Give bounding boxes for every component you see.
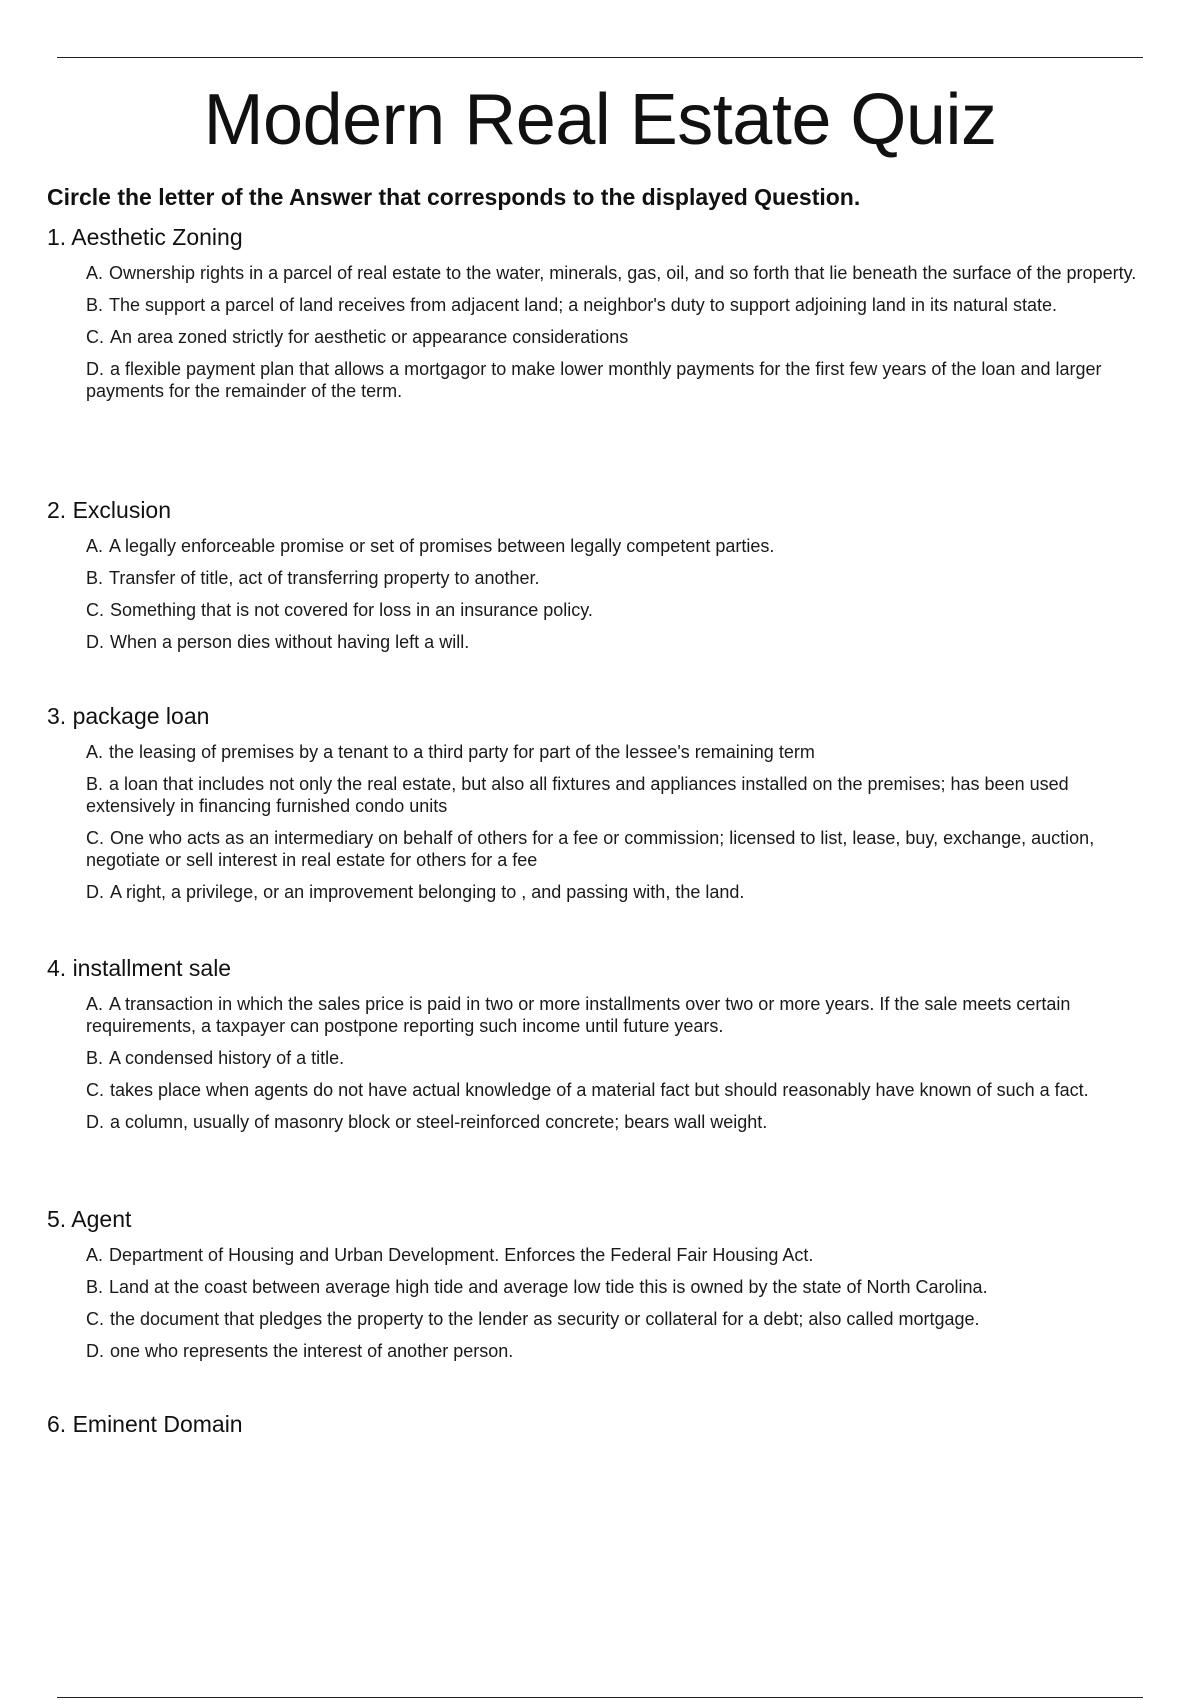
answer-option-d[interactable] (86, 1111, 1157, 1133)
answer-option-a[interactable] (86, 741, 1157, 763)
answer-option-d[interactable] (86, 631, 1157, 653)
answer-options (47, 262, 1157, 402)
option-text: Something that is not covered for loss in an insurance policy. (110, 600, 593, 620)
answer-option-d[interactable] (86, 881, 1157, 903)
option-text: Transfer of title, act of transferring property to another. (109, 568, 540, 588)
question-2 (47, 495, 1157, 663)
option-letter: C. (86, 1309, 104, 1329)
answer-option-d[interactable] (86, 358, 1157, 402)
option-letter: D. (86, 882, 104, 902)
option-text: An area zoned strictly for aesthetic or appearance considerations (110, 327, 629, 347)
option-letter: D. (86, 1112, 104, 1132)
option-text: Ownership rights in a parcel of real estate to the water, minerals, gas, oil, and so forth that lie beneath the surface of the property. (109, 263, 1137, 283)
option-text: When a person dies without having left a will. (110, 632, 470, 652)
option-letter: C. (86, 1080, 104, 1100)
question-label: 1. Aesthetic Zoning (47, 224, 243, 250)
option-letter: A. (86, 742, 104, 762)
answer-option-b[interactable] (86, 1047, 1157, 1069)
answer-options (47, 535, 1157, 653)
option-letter: A. (86, 536, 104, 556)
option-text: A transaction in which the sales price is paid in two or more installments over two or more years. If the sale meets certain requirements, a taxpayer can postpone reporting such income until future years. (86, 994, 1071, 1036)
question-4 (47, 953, 1157, 1143)
option-text: The support a parcel of land receives from adjacent land; a neighbor's duty to support adjoining land in its natural state. (109, 295, 1058, 315)
option-text: the document that pledges the property to the lender as security or collateral for a debt; also called mortgage. (110, 1309, 980, 1329)
option-text: the leasing of premises by a tenant to a third party for part of the lessee's remaining term (109, 742, 815, 762)
question-1 (47, 222, 1157, 412)
option-letter: D. (86, 359, 104, 379)
option-letter: B. (86, 295, 104, 315)
answer-option-b[interactable] (86, 1276, 1157, 1298)
option-text: Land at the coast between average high tide and average low tide this is owned by the state of North Carolina. (109, 1277, 988, 1297)
answer-option-a[interactable] (86, 1244, 1157, 1266)
question-3 (47, 701, 1157, 913)
option-letter: C. (86, 828, 104, 848)
option-text: a column, usually of masonry block or steel-reinforced concrete; bears wall weight. (110, 1112, 768, 1132)
answer-option-c[interactable] (86, 1308, 1157, 1330)
option-letter: B. (86, 774, 104, 794)
answer-option-a[interactable] (86, 262, 1157, 284)
top-rule (57, 57, 1143, 58)
question-label: 2. Exclusion (47, 497, 172, 523)
answer-option-a[interactable] (86, 993, 1157, 1037)
answer-option-c[interactable] (86, 599, 1157, 621)
option-letter: B. (86, 1277, 104, 1297)
question-6 (47, 1409, 1157, 1449)
option-letter: C. (86, 600, 104, 620)
answer-option-b[interactable] (86, 773, 1157, 817)
option-letter: A. (86, 1245, 104, 1265)
option-letter: D. (86, 632, 104, 652)
option-letter: D. (86, 1341, 104, 1361)
answer-options (47, 993, 1157, 1133)
answer-option-c[interactable] (86, 326, 1157, 348)
question-label: 3. package loan (47, 703, 210, 729)
option-text: A right, a privilege, or an improvement belonging to , and passing with, the land. (110, 882, 745, 902)
question-label: 4. installment sale (47, 955, 232, 981)
answer-option-b[interactable] (86, 294, 1157, 316)
option-text: Department of Housing and Urban Development. Enforces the Federal Fair Housing Act. (109, 1245, 814, 1265)
option-text: takes place when agents do not have actual knowledge of a material fact but should reasonably have known of such a fact. (110, 1080, 1089, 1100)
option-text: a flexible payment plan that allows a mortgagor to make lower monthly payments for the first few years of the loan and larger payments for the remainder of the term. (86, 359, 1102, 401)
answer-option-b[interactable] (86, 567, 1157, 589)
question-5 (47, 1204, 1157, 1372)
option-text: one who represents the interest of another person. (110, 1341, 514, 1361)
instructions: Circle the letter of the Answer that corresponds to the displayed Question. (47, 184, 861, 210)
option-letter: B. (86, 568, 104, 588)
option-text: One who acts as an intermediary on behalf of others for a fee or commission; licensed to list, lease, buy, exchange, auction, negotiate or sell interest in real estate for others for a fee (86, 828, 1095, 870)
answer-option-a[interactable] (86, 535, 1157, 557)
answer-option-c[interactable] (86, 827, 1157, 871)
answer-options (47, 1244, 1157, 1362)
page-title: Modern Real Estate Quiz (203, 80, 997, 160)
bottom-rule (57, 1697, 1143, 1698)
option-text: A legally enforceable promise or set of promises between legally competent parties. (109, 536, 775, 556)
option-letter: C. (86, 327, 104, 347)
question-label: 5. Agent (47, 1206, 132, 1232)
option-letter: B. (86, 1048, 104, 1068)
answer-option-c[interactable] (86, 1079, 1157, 1101)
answer-options (47, 741, 1157, 903)
option-text: A condensed history of a title. (109, 1048, 345, 1068)
answer-option-d[interactable] (86, 1340, 1157, 1362)
question-label: 6. Eminent Domain (47, 1411, 243, 1437)
option-letter: A. (86, 994, 104, 1014)
option-text: a loan that includes not only the real estate, but also all fixtures and appliances installed on the premises; has been used extensively in financing furnished condo units (86, 774, 1069, 816)
option-letter: A. (86, 263, 104, 283)
